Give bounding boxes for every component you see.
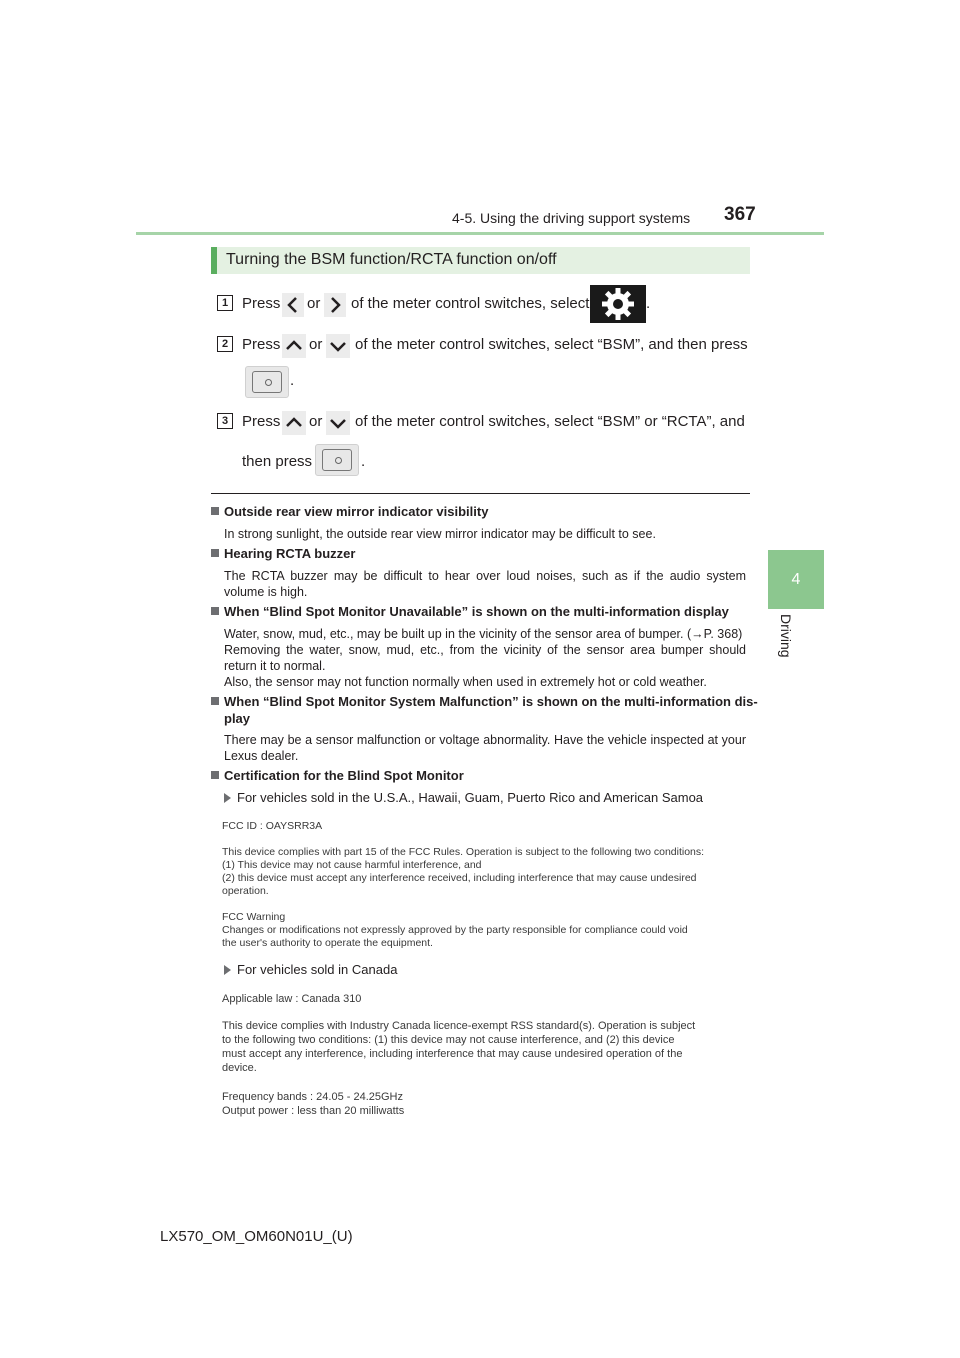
square-bullet-icon [211, 549, 219, 557]
note-body: The RCTA buzzer may be difficult to hear over loud noises, such as if the audio system volume is high. [224, 569, 746, 599]
step-2-end: . [290, 372, 295, 389]
note-heading: When “Blind Spot Monitor Unavailable” is shown on the multi-information display [211, 604, 729, 619]
step-3-instruction: of the meter control switches, select “BSM” or “RCTA”, and [355, 413, 745, 430]
note-body: In strong sunlight, the outside rear view mirror indicator may be difficult to see. [224, 527, 656, 541]
square-bullet-icon [211, 771, 219, 779]
chapter-tab: 4 [768, 550, 824, 609]
step-2-number: 2 [217, 336, 233, 352]
step-2-instruction: of the meter control switches, select “BSM”, and then press [355, 336, 748, 353]
chevron-up-icon [282, 334, 306, 358]
enter-knob-icon [315, 444, 359, 476]
gear-icon [590, 285, 646, 323]
step-1-instruction: of the meter control switches, select [351, 295, 590, 312]
step-2-or: or [309, 336, 323, 353]
step-3-number: 3 [217, 413, 233, 429]
note-body: Water, snow, mud, etc., may be built up in the vicinity of the sensor area of bumper. (→P. 368) Removing the water, snow, mud, etc., from the vicinity of the sensor area bumper should return it to normal. Also, the sensor may not function normally when used in extremely hot or cold weather. [224, 627, 746, 689]
step-2-press: Press [242, 336, 281, 353]
page-number: 367 [724, 204, 756, 225]
header-rule [136, 232, 824, 235]
triangle-bullet-icon [224, 965, 231, 975]
enter-knob-icon [245, 366, 289, 398]
step-1-or: or [307, 295, 321, 312]
chevron-right-icon [324, 293, 346, 317]
note-heading: Hearing RCTA buzzer [211, 546, 355, 561]
canada-label: Applicable law : Canada 310 This device complies with Industry Canada licence-exempt RSS standard(s). Operation is subject to the following two conditions: (1) this device may not cause interference, and (2) this device must accept any interference, including interference that may cause undesired operation of the device. Frequency bands : 24.05 - 24.25GHz Output power : less than 20 milliwatts [222, 993, 696, 1117]
step-1-end: . [646, 295, 651, 312]
step-3-then-press: then press [242, 453, 313, 470]
note-heading-continued: play [224, 711, 251, 726]
step-1-number: 1 [217, 295, 233, 311]
step-3-or: or [309, 413, 323, 430]
section-title: Turning the BSM function/RCTA function on/off [226, 251, 557, 268]
settings-display-icon [590, 285, 646, 323]
section-heading [211, 247, 750, 274]
note-heading: Outside rear view mirror indicator visibility [211, 504, 488, 519]
ca-cert-lead: For vehicles sold in Canada [224, 962, 397, 977]
square-bullet-icon [211, 607, 219, 615]
step-1-text: Press [242, 295, 281, 312]
step-3-end: . [361, 453, 366, 470]
triangle-bullet-icon [224, 793, 231, 803]
note-heading: When “Blind Spot Monitor System Malfunction” is shown on the multi-information dis- [211, 694, 758, 709]
step-3-press: Press [242, 413, 281, 430]
document-code: LX570_OM_OM60N01U_(U) [160, 1228, 353, 1245]
header-section-title: 4-5. Using the driving support systems [452, 210, 691, 226]
fcc-label: FCC ID : OAYSRR3A This device complies with part 15 of the FCC Rules. Operation is subject to the following two conditions: (1) This device may not cause harmful interference, and (2) this device must accept any interference received, including interference that may cause undesired operation. FCC Warning Changes or modifications not expressly approved by the party responsible for compliance could void the user's authority to operate the equipment. [222, 820, 705, 949]
note-heading: Certification for the Blind Spot Monitor [211, 768, 464, 783]
square-bullet-icon [211, 507, 219, 515]
chevron-down-icon [326, 411, 350, 435]
section-divider [211, 493, 750, 494]
note-body: There may be a sensor malfunction or voltage abnormality. Have the vehicle inspected at your Lexus dealer. [224, 733, 746, 763]
chevron-left-icon [282, 293, 304, 317]
us-cert-lead: For vehicles sold in the U.S.A., Hawaii, Guam, Puerto Rico and American Samoa [224, 790, 703, 805]
chapter-label: Driving [778, 614, 794, 658]
chevron-down-icon [326, 334, 350, 358]
square-bullet-icon [211, 697, 219, 705]
chevron-up-icon [282, 411, 306, 435]
